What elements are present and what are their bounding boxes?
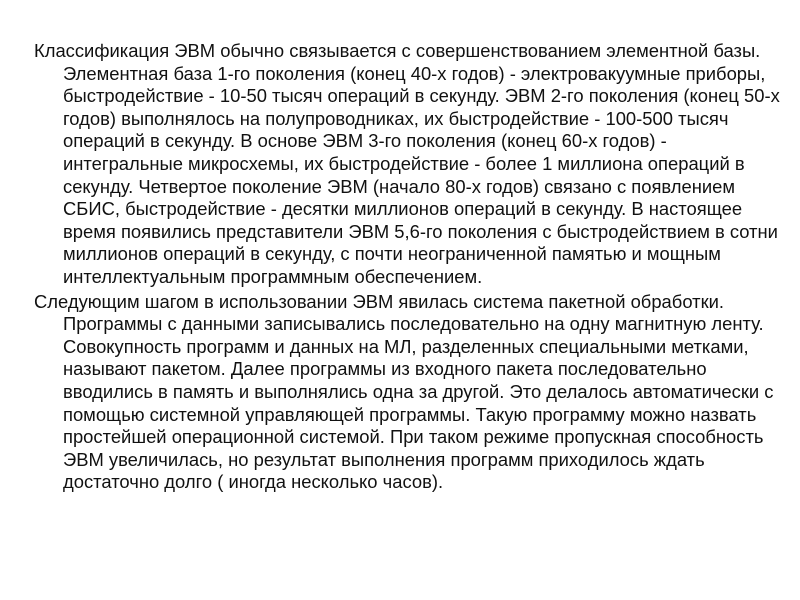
paragraph-computer-generations: Классификация ЭВМ обычно связывается с совершенствованием элементной базы. Элементная база 1-го поколения (конец 40-х годов) - электровакуумные приборы, быстродействие - 10-50 тысяч операций в секунду. ЭВМ 2-го поколения (конец 50-х годов) выполнялось на полупроводниках, их быстродействие - 100-500 тысяч операций в секунду. В основе ЭВМ 3-го поколения (конец 60-х годов) - интегральные микросхемы, их быстродействие - более 1 миллиона операций в секунду. Четвертое поколение ЭВМ (начало 80-х годов) связано с появлением СБИС, быстродействие - десятки миллионов операций в секунду. В настоящее время появились представители ЭВМ 5,6-го поколения с быстродействием в сотни миллионов операций в секунду, с почти неограниченной памятью и мощным интеллектуальным программным обеспечением. (34, 40, 780, 287)
paragraph-batch-processing: Следующим шагом в использовании ЭВМ явилась система пакетной обработки. Программы с данными записывались последовательно на одну магнитную ленту. Совокупность программ и данных на МЛ, разделенных специальными метками, называют пакетом. Далее программы из входного пакета последовательно вводились в память и выполнялись одна за другой. Это делалось автоматически с помощью системной управляющей программы. Такую программу можно назвать простейшей операционной системой. При таком режиме пропускная способность ЭВМ увеличилась, но результат выполнения программ приходилось ждать достаточно долго ( иногда несколько часов). (34, 290, 774, 493)
